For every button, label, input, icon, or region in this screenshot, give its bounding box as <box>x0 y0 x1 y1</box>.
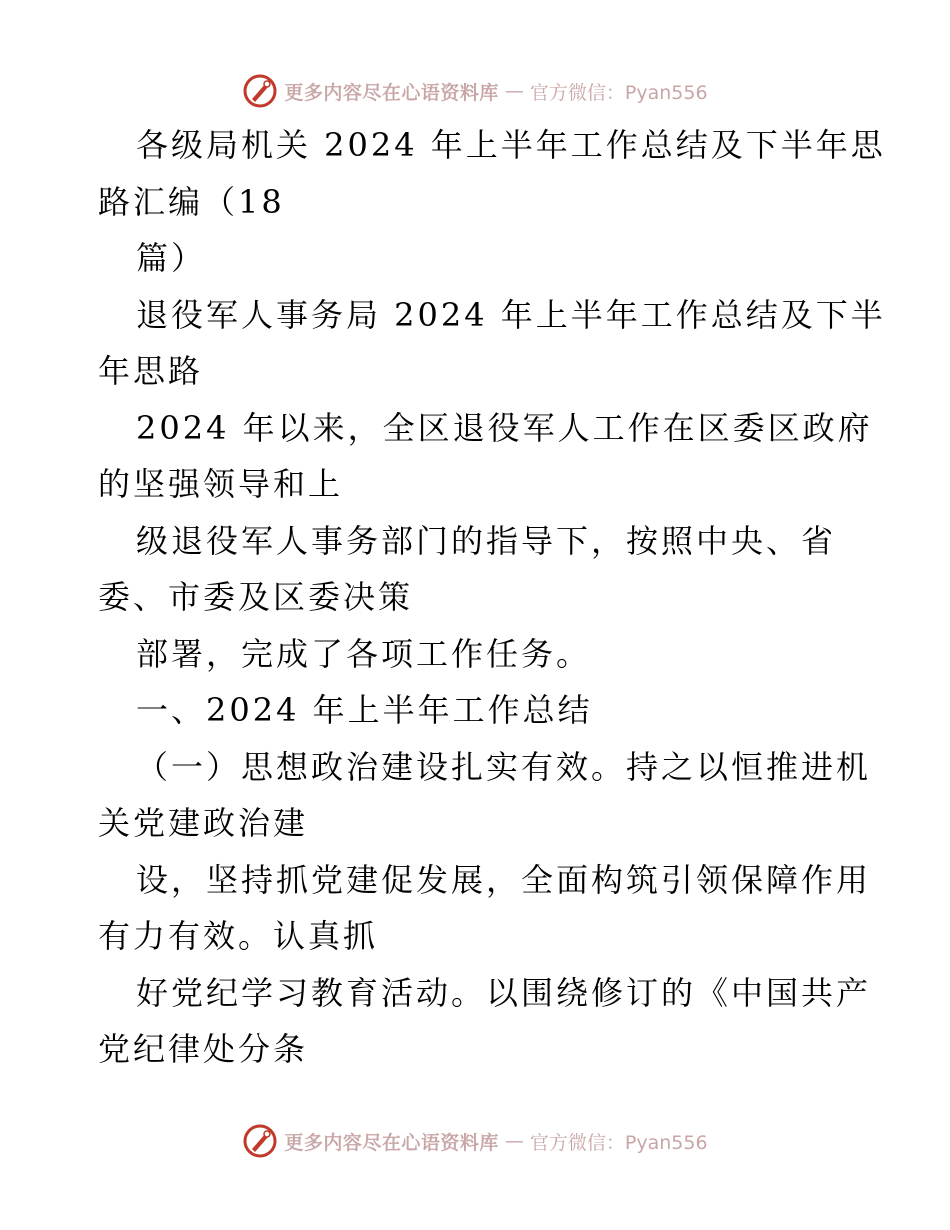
paragraph-line: 设，坚持抓党建促发展，全面构筑引领保障作用 <box>136 860 872 899</box>
paragraph-line: 党纪律处分条 <box>98 1030 309 1068</box>
header-watermark <box>0 71 950 111</box>
paragraph-line: 2024 年以来，全区退役军人工作在区委区政府 <box>136 408 873 447</box>
doc-title-line-1: 各级局机关 2024 年上半年工作总结及下半年思 <box>136 126 886 164</box>
paragraph-line: 关党建政治建 <box>98 804 309 842</box>
section-title-line-1: 退役军人事务局 2024 年上半年工作总结及下半 <box>136 295 886 334</box>
paragraph-line: （一）思想政治建设扎实有效。持之以恒推进机 <box>136 747 872 786</box>
paragraph-line: 级退役军人事务部门的指导下，按照中央、省 <box>136 521 837 560</box>
heading-line: 一、2024 年上半年工作总结 <box>136 691 593 729</box>
watermark-contact: 官方微信：Pyan556 <box>529 81 708 104</box>
document-body <box>98 117 886 1078</box>
footer-watermark <box>0 1121 950 1161</box>
watermark-brand: 更多内容尽在心语资料库 <box>284 1131 499 1154</box>
doc-title-line-2: 路汇编（18 <box>98 182 285 221</box>
paragraph-line: 委、市委及区委决策 <box>98 578 414 616</box>
watermark-separator: — <box>504 1130 524 1152</box>
paragraph-line: 有力有效。认真抓 <box>98 917 379 955</box>
paragraph-line: 部署，完成了各项工作任务。 <box>136 634 592 673</box>
watermark-separator: — <box>504 80 524 102</box>
watermark-brand: 更多内容尽在心语资料库 <box>284 81 499 104</box>
section-title-line-2: 年思路 <box>98 352 204 390</box>
paragraph-line: 好党纪学习教育活动。以围绕修订的《中国共产 <box>136 973 872 1012</box>
watermark-contact: 官方微信：Pyan556 <box>529 1131 708 1154</box>
pen-logo-icon <box>242 1123 278 1159</box>
pen-logo-icon <box>242 73 278 109</box>
paragraph-line: 的坚强领导和上 <box>98 465 344 503</box>
doc-title-line-3: 篇） <box>136 239 207 277</box>
